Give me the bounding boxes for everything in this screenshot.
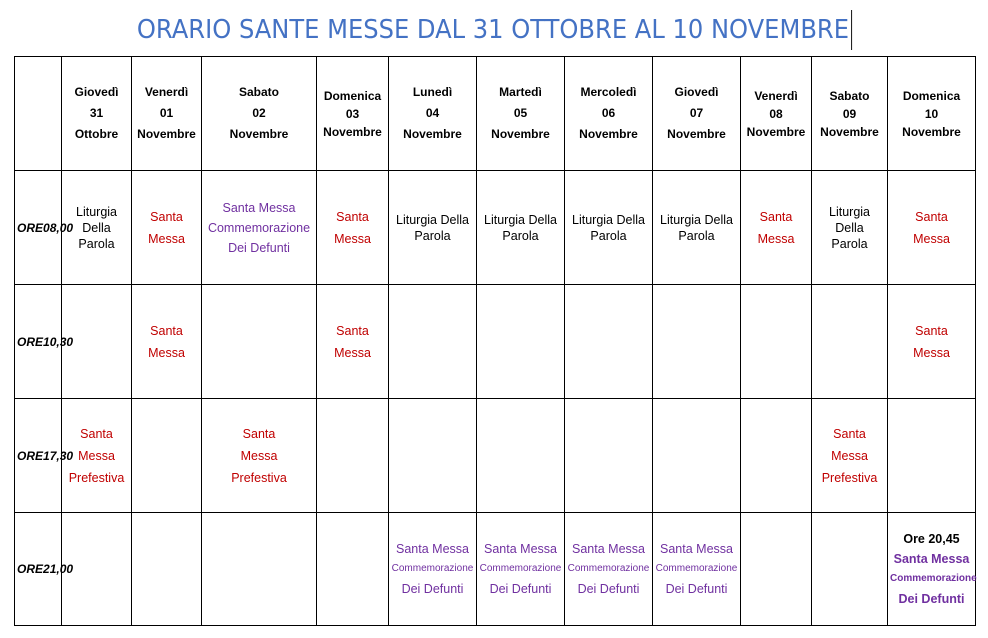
cell-line: Novembre	[403, 127, 462, 141]
empty-cell	[202, 285, 317, 399]
cell-line: Messa	[240, 448, 278, 463]
cell-line: Novembre	[579, 127, 638, 141]
cell-line: Novembre	[667, 127, 726, 141]
cell-line: Liturgia Della	[484, 212, 557, 227]
cell-line: Venerdì	[754, 88, 798, 103]
cell-line: 10	[924, 106, 939, 121]
empty-cell	[565, 285, 653, 399]
cell-line: ORE	[17, 562, 44, 576]
empty-cell	[565, 399, 653, 513]
cell-line: Dei Defunti	[228, 240, 290, 255]
cell-line: Santa	[833, 426, 866, 441]
day-header	[741, 57, 812, 171]
cell-line: Prefestiva	[821, 470, 878, 485]
schedule-cell	[888, 171, 976, 285]
schedule-cell	[888, 285, 976, 399]
day-header	[565, 57, 653, 171]
cell-line: Novembre	[902, 124, 961, 139]
cell-line: Dei Defunti	[489, 582, 552, 596]
cell-line: Messa	[334, 345, 371, 360]
day-header	[62, 57, 132, 171]
empty-cell	[389, 285, 477, 399]
cell-line: Santa Messa	[484, 542, 557, 556]
cell-line: Commemorazione	[567, 563, 650, 574]
cell-line: Santa	[242, 426, 276, 441]
schedule-cell	[741, 171, 812, 285]
cell-line: Messa	[757, 231, 795, 246]
cell-line: Liturgia Della	[396, 212, 469, 227]
empty-cell	[132, 513, 202, 626]
cell-line: 04	[425, 106, 440, 120]
cell-line: Commemorazione	[890, 573, 977, 584]
cell-line: Santa	[150, 209, 183, 224]
cell-line: Santa Messa	[660, 542, 733, 556]
day-header	[202, 57, 317, 171]
time-row	[15, 399, 976, 513]
cell-line: 10,30	[43, 334, 74, 349]
cell-line: Commemorazione	[207, 220, 311, 235]
cell-line: Liturgia	[76, 204, 117, 219]
cell-line: Parola	[414, 228, 451, 243]
cell-line: 17,30	[43, 448, 74, 463]
cell-line: Parola	[678, 228, 715, 243]
cell-line: Lunedì	[412, 85, 453, 99]
empty-cell	[812, 513, 888, 626]
cell-line: Parola	[78, 236, 115, 251]
cell-line: Venerdì	[144, 85, 189, 99]
day-header	[317, 57, 389, 171]
cell-line: Commemorazione	[655, 563, 738, 574]
empty-cell	[477, 285, 565, 399]
cell-line: Liturgia	[829, 204, 870, 219]
empty-cell	[202, 513, 317, 626]
cell-line: Novembre	[229, 127, 289, 141]
empty-cell	[653, 399, 741, 513]
cell-line: Novembre	[323, 124, 382, 139]
cell-line: Santa	[80, 426, 113, 441]
schedule-cell	[202, 171, 317, 285]
cell-line: Santa	[915, 209, 948, 224]
cell-line: ORE	[17, 448, 44, 463]
cell-line: Mercoledì	[580, 85, 637, 99]
schedule-cell	[812, 171, 888, 285]
cell-line: Santa Messa	[396, 542, 469, 556]
cell-line: Ottobre	[74, 127, 119, 141]
cell-line: Dei Defunti	[665, 582, 728, 596]
schedule-cell	[132, 171, 202, 285]
day-header	[653, 57, 741, 171]
cell-line: Della	[835, 220, 864, 235]
cell-line: Santa	[336, 209, 369, 224]
cell-line: Liturgia Della	[572, 212, 645, 227]
cell-line: Prefestiva	[231, 470, 287, 485]
cell-line: Messa	[78, 448, 115, 463]
title-bar	[0, 10, 988, 50]
cell-line: Ore 20,45	[903, 532, 960, 546]
schedule-table	[14, 56, 976, 626]
cell-line: 06	[601, 106, 616, 120]
schedule-cell	[477, 513, 565, 626]
schedule-cell	[565, 171, 653, 285]
cell-line: Domenica	[323, 88, 382, 103]
cell-line: Santa Messa	[572, 542, 645, 556]
schedule-cell	[653, 513, 741, 626]
day-header	[389, 57, 477, 171]
empty-cell	[888, 399, 976, 513]
cell-line: Parola	[590, 228, 627, 243]
schedule-cell	[653, 171, 741, 285]
time-row	[15, 285, 976, 399]
time-row	[15, 171, 976, 285]
time-cell	[15, 285, 74, 399]
cell-line: Commemorazione	[391, 563, 474, 574]
schedule-cell	[812, 399, 888, 513]
empty-cell	[741, 513, 812, 626]
schedule-cell	[132, 285, 202, 399]
cell-line: 07	[689, 106, 704, 120]
cell-line: Liturgia Della	[660, 212, 733, 227]
cell-line: Santa	[915, 323, 948, 338]
empty-cell	[477, 399, 565, 513]
schedule-cell	[317, 171, 389, 285]
cell-line: 05	[513, 106, 528, 120]
cell-line: ORE	[17, 334, 44, 349]
cell-line: Parola	[502, 228, 539, 243]
cell-line: Dei Defunti	[898, 592, 965, 606]
cell-line: Santa	[336, 323, 369, 338]
schedule-cell	[389, 171, 477, 285]
cell-line: Novembre	[820, 124, 879, 139]
cell-line: 01	[159, 106, 174, 120]
cell-line: 08,00	[43, 220, 74, 235]
cell-line: Giovedì	[674, 85, 719, 99]
cell-line: 08	[769, 106, 783, 121]
cell-line: ORE	[17, 220, 44, 235]
schedule-cell	[477, 171, 565, 285]
empty-cell	[317, 399, 389, 513]
empty-cell	[317, 513, 389, 626]
time-cell	[15, 513, 74, 626]
day-header	[477, 57, 565, 171]
cell-line: Santa Messa	[893, 552, 970, 566]
cell-line: Messa	[913, 231, 950, 246]
cell-line: Messa	[148, 231, 185, 246]
schedule-cell	[565, 513, 653, 626]
cell-line: Novembre	[746, 124, 806, 139]
cell-line: Martedì	[499, 85, 542, 99]
cell-line: 03	[345, 106, 360, 121]
cell-line: Dei Defunti	[401, 582, 464, 596]
cell-line: Santa	[759, 209, 793, 224]
cell-line: Messa	[913, 345, 950, 360]
schedule-cell	[888, 513, 976, 626]
cell-line: Sabato	[829, 88, 870, 103]
cell-line: 21,00	[43, 562, 74, 576]
cell-line: Novembre	[491, 127, 550, 141]
cell-line: Commemorazione	[479, 563, 562, 574]
empty-cell	[653, 285, 741, 399]
empty-cell	[812, 285, 888, 399]
cell-line: Santa Messa	[222, 200, 296, 215]
cell-line: 02	[252, 106, 266, 120]
header-row	[15, 57, 976, 171]
cell-line: Novembre	[137, 127, 196, 141]
cell-line: 31	[89, 106, 104, 120]
cell-line: Sabato	[238, 85, 279, 99]
day-header	[132, 57, 202, 171]
page-title: ORARIO SANTE MESSE DAL 31 OTTOBRE AL 10 NOVEMBRE	[137, 10, 852, 50]
cell-line: Parola	[831, 236, 868, 251]
empty-cell	[741, 399, 812, 513]
corner-cell	[15, 57, 62, 171]
cell-line: Domenica	[902, 88, 961, 103]
cell-line: Santa	[150, 323, 183, 338]
cell-line: Prefestiva	[68, 470, 125, 485]
empty-cell	[389, 399, 477, 513]
cell-line: 09	[842, 106, 857, 121]
time-cell	[15, 399, 74, 513]
schedule-cell	[317, 285, 389, 399]
cell-line: Dei Defunti	[577, 582, 640, 596]
time-row	[15, 513, 976, 626]
empty-cell	[132, 399, 202, 513]
cell-line: Della	[82, 220, 111, 235]
time-cell	[15, 171, 74, 285]
cell-line: Giovedì	[74, 85, 119, 99]
day-header	[888, 57, 976, 171]
cell-line: Messa	[148, 345, 185, 360]
cell-line: Messa	[831, 448, 868, 463]
schedule-cell	[389, 513, 477, 626]
empty-cell	[741, 285, 812, 399]
schedule-cell	[202, 399, 317, 513]
day-header	[812, 57, 888, 171]
cell-line: Messa	[334, 231, 371, 246]
